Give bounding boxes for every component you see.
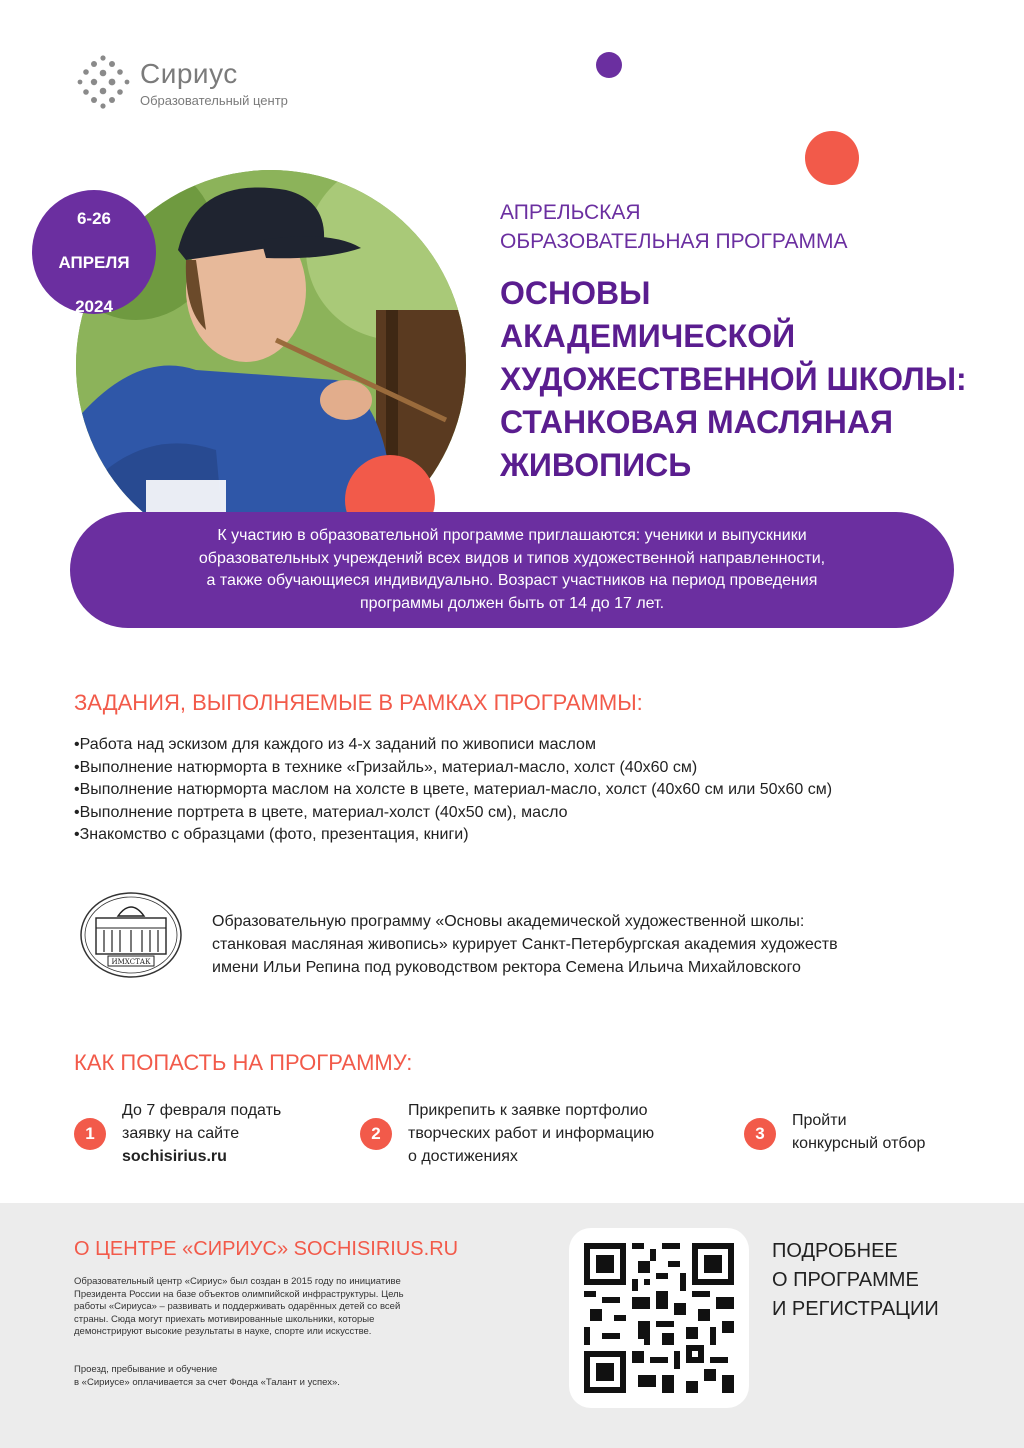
decor-dot-red — [805, 131, 859, 185]
program-subtitle-line: АПРЕЛЬСКАЯ — [500, 201, 641, 224]
academy-logo-text: ИМХСТАК — [111, 958, 151, 966]
invitation-line: образовательных учреждений всех видов и типов художественной направленности, — [198, 549, 826, 567]
about-line: Образовательный центр «Сириус» был создан в 2015 году по инициативе — [74, 1276, 401, 1287]
site-link[interactable]: sochisirius.ru — [122, 1148, 227, 1165]
more-info — [772, 1237, 1002, 1324]
date-badge — [32, 190, 156, 314]
program-subtitle — [500, 198, 960, 256]
date-range: 6-26 — [76, 209, 111, 228]
decor-dot-purple — [596, 52, 622, 78]
about-text — [74, 1276, 506, 1339]
step-number: 1 — [74, 1118, 106, 1150]
academy-line: станковая масляная живопись» курирует Санкт-Петербургская академия художеств — [212, 936, 838, 953]
program-subtitle-line: ОБРАЗОВАТЕЛЬНАЯ ПРОГРАММА — [500, 230, 848, 253]
list-item: • Знакомство с образцами (фото, презентация, книги) — [74, 824, 1014, 847]
program-title-line: ОСНОВЫ — [500, 275, 651, 311]
step-line: Пройти — [792, 1112, 847, 1129]
academy-line: Образовательную программу «Основы академической художественной школы: — [212, 913, 805, 930]
step-line: Прикрепить к заявке портфолио — [408, 1102, 648, 1119]
about-heading: О ЦЕНТРЕ «СИРИУС» SOCHISIRIUS.RU — [74, 1238, 459, 1260]
more-line: И РЕГИСТРАЦИИ — [772, 1298, 939, 1320]
date-month: АПРЕЛЯ — [58, 253, 130, 272]
program-title-line: ХУДОЖЕСТВЕННОЙ ШКОЛЫ: — [500, 361, 967, 397]
about-line: демонстрируют высокие результаты в науке, спорте или искусстве. — [74, 1326, 372, 1337]
brand-name: Сириус — [140, 58, 238, 89]
fund-line: в «Сириусе» оплачивается за счет Фонда «Талант и успех». — [74, 1376, 340, 1388]
about-line: работы «Сириуса» – развивать и поддерживать одарённых детей со всей — [74, 1301, 401, 1312]
program-title — [500, 272, 1010, 487]
program-title-line: СТАНКОВАЯ МАСЛЯНАЯ — [500, 404, 893, 440]
step-line: творческих работ и информацию — [408, 1125, 655, 1142]
step-line: конкурсный отбор — [792, 1135, 926, 1152]
about-line: Президента России на базе объектов олимпийской инфраструктуры. Цель — [74, 1288, 404, 1300]
fund-line: Проезд, пребывание и обучение — [74, 1364, 218, 1375]
list-item: • Работа над эскизом для каждого из 4-х заданий по живописи маслом — [74, 734, 1014, 757]
invitation-line: а также обучающиеся индивидуально. Возраст участников на период проведения — [206, 572, 818, 589]
academy-building-icon — [78, 890, 184, 980]
tasks-list — [74, 734, 1014, 847]
step-line: заявку на сайте — [122, 1125, 240, 1142]
step-line: До 7 февраля подать — [122, 1102, 282, 1119]
list-item: • Выполнение натюрморта маслом на холсте в цвете, материал-масло, холст (40х60 см или 50х60 см) — [74, 779, 1014, 802]
sirius-logo-icon — [72, 54, 134, 110]
qr-code-icon[interactable] — [584, 1243, 734, 1393]
step-line: о достижениях — [408, 1148, 518, 1165]
tasks-heading: ЗАДАНИЯ, ВЫПОЛНЯЕМЫЕ В РАМКАХ ПРОГРАММЫ: — [74, 690, 643, 715]
step-3-text — [792, 1109, 992, 1155]
more-line: О ПРОГРАММЕ — [772, 1269, 919, 1291]
invitation-banner — [70, 512, 954, 628]
how-heading: КАК ПОПАСТЬ НА ПРОГРАММУ: — [74, 1050, 413, 1075]
academy-line: имени Ильи Репина под руководством ректора Семена Ильича Михайловского — [212, 959, 801, 976]
invitation-line: К участию в образовательной программе приглашаются: ученики и выпускники — [217, 527, 807, 544]
step-1-text — [122, 1099, 352, 1168]
academy-description — [212, 910, 1002, 979]
brand-subtitle: Образовательный центр — [140, 93, 288, 108]
about-line: страны. Сюда могут приехать мотивированные школьники, которые — [74, 1313, 375, 1325]
program-title-line: АКАДЕМИЧЕСКОЙ — [500, 318, 796, 354]
more-line: ПОДРОБНЕЕ — [772, 1240, 898, 1262]
fund-text — [74, 1364, 506, 1389]
step-number: 2 — [360, 1118, 392, 1150]
step-number: 3 — [744, 1118, 776, 1150]
date-year: 2024 — [75, 297, 113, 316]
list-item: • Выполнение портрета в цвете, материал-холст (40х50 см), масло — [74, 802, 1014, 825]
invitation-line: программы должен быть от 14 до 17 лет. — [359, 594, 665, 612]
program-title-line: ЖИВОПИСЬ — [500, 447, 692, 483]
list-item: • Выполнение натюрморта в технике «Гризайль», материал-масло, холст (40х60 см) — [74, 757, 1014, 780]
step-2-text — [408, 1099, 728, 1168]
